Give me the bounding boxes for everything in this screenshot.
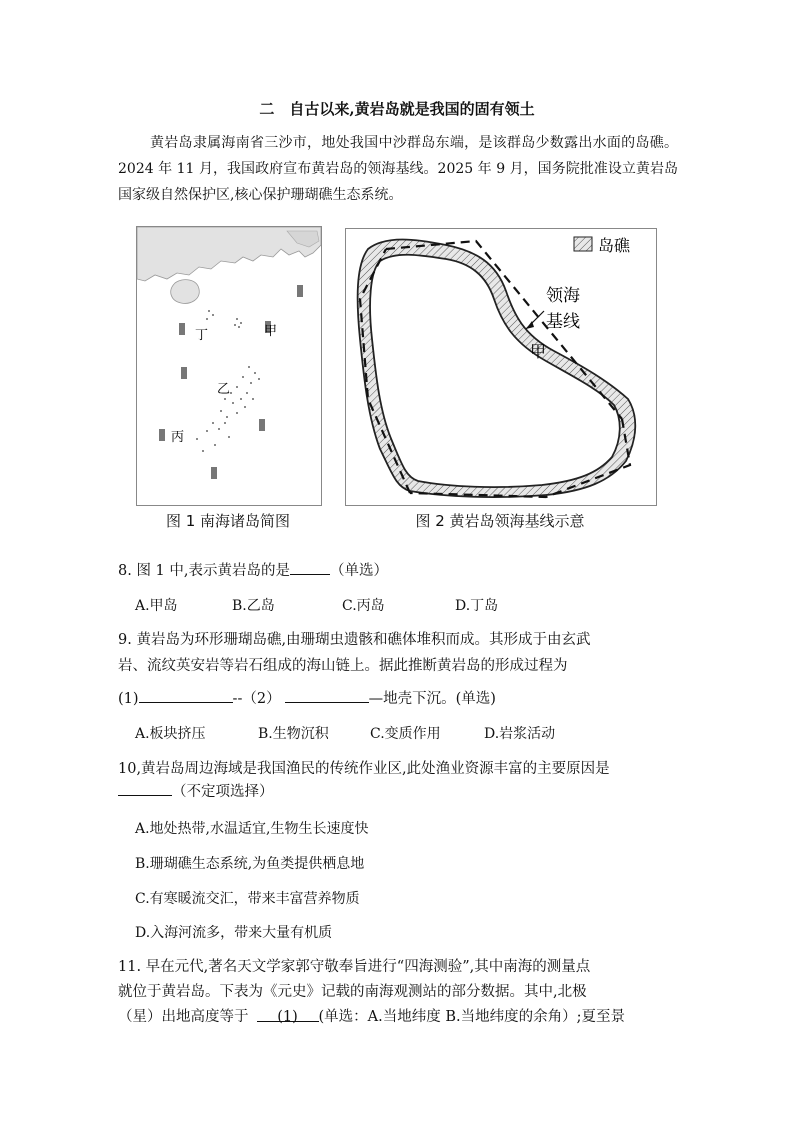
q9-option-b[interactable]: B.生物沉积 — [258, 726, 329, 742]
baseline-label-line1: 领海 — [546, 286, 580, 306]
q11-text-b: (单选：A.当地纬度 B.当地纬度的余角）;夏至景 — [318, 1009, 625, 1025]
boundary-dash — [211, 467, 217, 479]
q10-suffix: （不定项选择） — [172, 784, 274, 800]
q8-text: 8. 图 1 中,表示黄岩岛的是 — [118, 563, 290, 579]
question-11-line1: 11. 早在元代,著名天文学家郭守敬奉旨进行“四海测验”,其中南海的测量点 — [118, 959, 591, 975]
figure-2-caption: 图 2 黄岩岛领海基线示意 — [415, 512, 585, 530]
section-title: 二 自古以来,黄岩岛就是我国的固有领土 — [259, 100, 535, 118]
label-bing: 丙 — [171, 430, 185, 445]
figure-1-map — [136, 226, 322, 506]
q8-option-c[interactable]: C.丙岛 — [342, 598, 385, 614]
question-9-line2: 岩、流纹英安岩等岩石组成的海山链上。据此推断黄岩岛的形成过程为 — [118, 658, 568, 674]
legend-label: 岛礁 — [598, 236, 631, 255]
label-yi: 乙 — [217, 382, 231, 397]
boundary-dash — [159, 429, 165, 441]
baseline-label-line2: 基线 — [546, 312, 580, 332]
figure-2-diagram — [345, 228, 657, 506]
q8-option-a[interactable]: A.甲岛 — [135, 598, 178, 614]
question-9-line1: 9. 黄岩岛为环形珊瑚岛礁,由珊瑚虫遗骸和礁体堆积而成。其形成于由玄武 — [118, 632, 591, 648]
q10-option-c[interactable]: C.有寒暖流交汇，带来丰富营养物质 — [135, 891, 360, 907]
hainan-island-shape — [171, 280, 200, 304]
point-jia-label: 甲 — [530, 342, 547, 361]
q11-text-a: （星）出地高度等于 — [118, 1009, 249, 1025]
question-8-stem — [118, 560, 388, 581]
q10-option-d[interactable]: D.入海河流多，带来大量有机质 — [135, 925, 333, 941]
question-10-line2 — [118, 781, 274, 802]
q10-answer-blank[interactable] — [118, 781, 172, 796]
q11-blank-label: (1) — [277, 1009, 298, 1025]
q9-suffix: —地壳下沉。(单选) — [368, 691, 496, 707]
boundary-dash — [181, 367, 187, 379]
q8-option-d[interactable]: D.丁岛 — [455, 598, 499, 614]
label-ding: 丁 — [195, 328, 209, 343]
figure-1-caption: 图 1 南海诸岛简图 — [165, 512, 291, 530]
q8-answer-blank[interactable] — [290, 560, 330, 575]
q9-option-c[interactable]: C.变质作用 — [370, 726, 441, 742]
q8-suffix: （单选） — [330, 563, 388, 579]
q9-blank2-label: --（2） — [232, 691, 281, 707]
q9-answer-blank-2[interactable] — [285, 688, 369, 703]
legend-reef-swatch — [574, 237, 592, 251]
q8-option-b[interactable]: B.乙岛 — [232, 598, 275, 614]
question-9-line3 — [118, 688, 496, 709]
baseline-diagram-svg — [346, 229, 656, 505]
q9-answer-blank-1[interactable] — [139, 688, 233, 703]
intro-paragraph — [118, 130, 678, 208]
q11-answer-blank[interactable] — [257, 1007, 319, 1025]
question-11-line2: 就位于黄岩岛。下表为《元史》记载的南海观测站的部分数据。其中,北极 — [118, 984, 587, 1000]
q9-blank1-label: (1) — [118, 691, 139, 707]
label-jia: 甲 — [264, 324, 278, 339]
q10-option-a[interactable]: A.地处热带,水温适宜,生物生长速度快 — [135, 821, 369, 837]
q9-option-a[interactable]: A.板块挤压 — [135, 726, 206, 742]
question-10-line1: 10,黄岩岛周边海域是我国渔民的传统作业区,此处渔业资源丰富的主要原因是 — [118, 761, 610, 777]
south-china-sea-map-svg — [137, 227, 321, 505]
question-11-line3 — [118, 1007, 625, 1027]
q10-option-b[interactable]: B.珊瑚礁生态系统,为鱼类提供栖息地 — [135, 856, 365, 872]
boundary-dash — [259, 419, 265, 431]
intro-text: 黄岩岛隶属海南省三沙市，地处我国中沙群岛东端，是该群岛少数露出水面的岛礁。2024 年 11 月，我国政府宣布黄岩岛的领海基线。2025 年 9 月，国务院批准设立黄岩岛国家级自然保护区,核心保护珊瑚礁生态系统。 — [118, 135, 678, 203]
q9-option-d[interactable]: D.岩浆活动 — [484, 726, 556, 742]
boundary-dash — [179, 323, 185, 335]
boundary-dash — [297, 285, 303, 297]
